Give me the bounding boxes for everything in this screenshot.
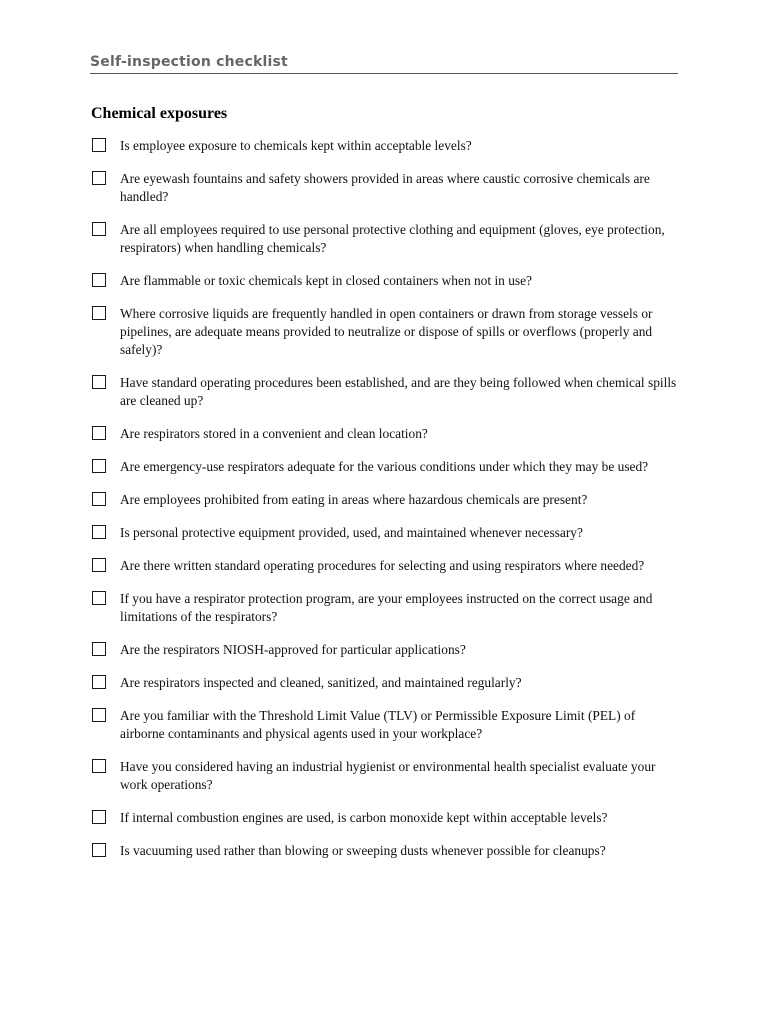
checklist-checkbox[interactable] — [92, 306, 106, 320]
checklist-checkbox[interactable] — [92, 675, 106, 689]
checklist-checkbox[interactable] — [92, 273, 106, 287]
checklist-item — [90, 425, 678, 443]
checklist-item — [90, 842, 678, 860]
checklist-item-text: Are emergency-use respirators adequate for the various conditions under which they may be used? — [120, 459, 649, 474]
checklist-item — [90, 590, 678, 626]
checklist-item-text: Are eyewash fountains and safety showers provided in areas where caustic corrosive chemicals are handled? — [120, 171, 650, 204]
checklist-checkbox[interactable] — [92, 810, 106, 824]
checklist-checkbox[interactable] — [92, 525, 106, 539]
checklist-checkbox[interactable] — [92, 708, 106, 722]
checklist-item — [90, 170, 678, 206]
checklist-item-text: Are you familiar with the Threshold Limit Value (TLV) or Permissible Exposure Limit (PEL) of airborne contaminants and physical agents used in your workplace? — [120, 708, 636, 741]
checklist-item-text: Have you considered having an industrial hygienist or environmental health specialist evaluate your work operations? — [120, 759, 656, 792]
checklist-item — [90, 707, 678, 743]
checklist-item-text: Are respirators stored in a convenient and clean location? — [120, 426, 428, 441]
checklist-checkbox[interactable] — [92, 459, 106, 473]
checklist-checkbox[interactable] — [92, 642, 106, 656]
checklist-checkbox[interactable] — [92, 759, 106, 773]
checklist-item — [90, 557, 678, 575]
checklist-checkbox[interactable] — [92, 558, 106, 572]
checklist-item — [90, 641, 678, 659]
checklist-item — [90, 305, 678, 359]
checklist-item — [90, 137, 678, 155]
page-header-title: Self-inspection checklist — [90, 54, 288, 70]
checklist-item — [90, 272, 678, 290]
checklist-checkbox[interactable] — [92, 171, 106, 185]
checklist-checkbox[interactable] — [92, 426, 106, 440]
checklist-item — [90, 758, 678, 794]
checklist-checkbox[interactable] — [92, 591, 106, 605]
checklist-item — [90, 809, 678, 827]
checklist-item — [90, 374, 678, 410]
section-title: Chemical exposures — [91, 105, 228, 122]
checklist-item-text: If you have a respirator protection program, are your employees instructed on the correct usage and limitations of the respirators? — [120, 591, 653, 624]
checklist-item — [90, 491, 678, 509]
checklist-item-text: Are there written standard operating procedures for selecting and using respirators where needed? — [120, 558, 645, 573]
checklist-checkbox[interactable] — [92, 222, 106, 236]
checklist-item-text: Are flammable or toxic chemicals kept in closed containers when not in use? — [120, 273, 532, 288]
checklist-item-text: Are respirators inspected and cleaned, sanitized, and maintained regularly? — [120, 675, 522, 690]
checklist-checkbox[interactable] — [92, 492, 106, 506]
checklist-item — [90, 674, 678, 692]
checklist-item-text: Are the respirators NIOSH-approved for particular applications? — [120, 642, 466, 657]
checklist-item-text: Is employee exposure to chemicals kept within acceptable levels? — [120, 138, 472, 153]
checklist-checkbox[interactable] — [92, 843, 106, 857]
checklist-item — [90, 524, 678, 542]
page-header — [90, 54, 678, 74]
checklist-item — [90, 458, 678, 476]
checklist-item-text: If internal combustion engines are used, is carbon monoxide kept within acceptable levels? — [120, 810, 608, 825]
checklist-item — [90, 221, 678, 257]
checklist-item-text: Is personal protective equipment provided, used, and maintained whenever necessary? — [120, 525, 583, 540]
checklist-item-text: Is vacuuming used rather than blowing or sweeping dusts whenever possible for cleanups? — [120, 843, 606, 858]
checklist-page — [90, 54, 678, 875]
checklist — [90, 137, 678, 860]
checklist-item-text: Are employees prohibited from eating in areas where hazardous chemicals are present? — [120, 492, 588, 507]
checklist-item-text: Are all employees required to use personal protective clothing and equipment (gloves, eye protection, respirators) when handling chemicals? — [120, 222, 665, 255]
checklist-checkbox[interactable] — [92, 138, 106, 152]
checklist-item-text: Where corrosive liquids are frequently handled in open containers or drawn from storage vessels or pipelines, are adequate means provided to neutralize or dispose of spills or overflows (properly and safely)? — [120, 306, 653, 357]
checklist-checkbox[interactable] — [92, 375, 106, 389]
checklist-item-text: Have standard operating procedures been established, and are they being followed when chemical spills are cleaned up? — [120, 375, 677, 408]
